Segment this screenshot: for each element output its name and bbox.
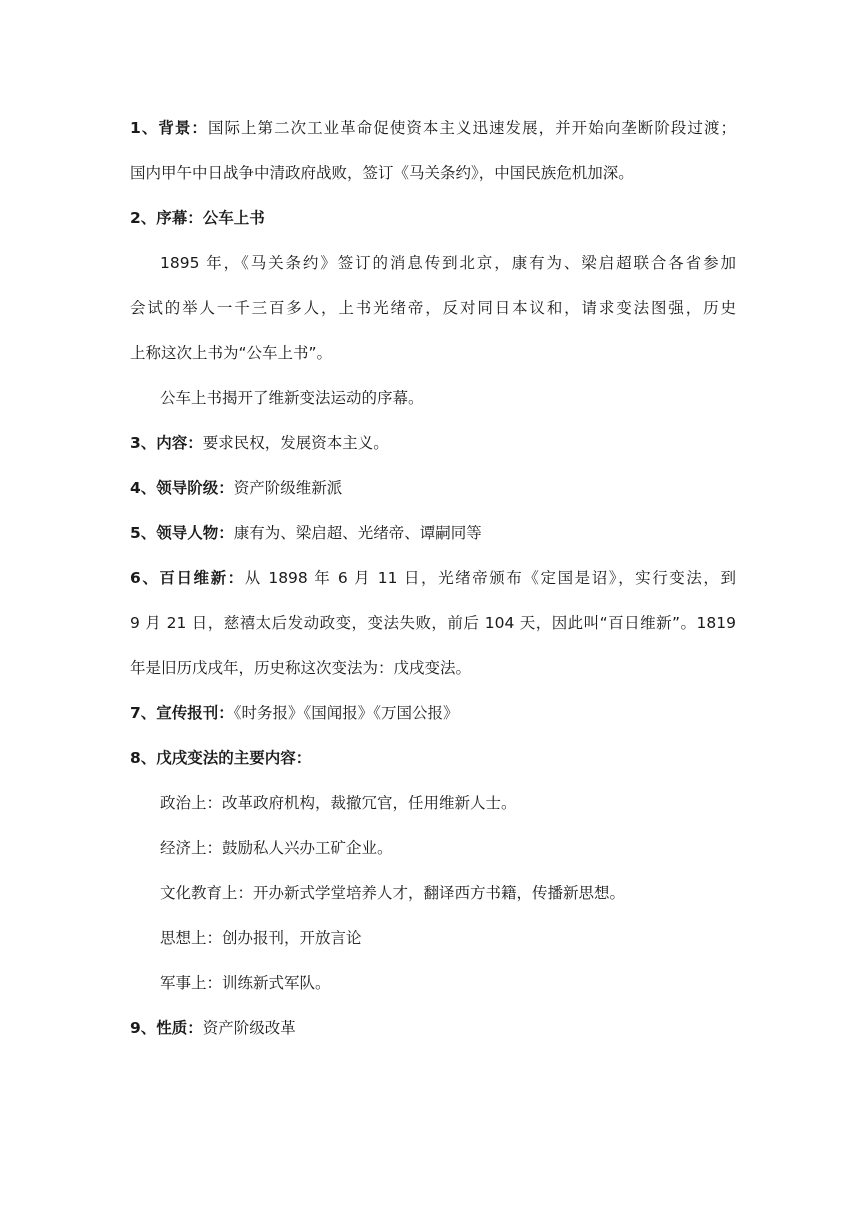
prelude-paragraph-line-3: 上称这次上书为“公车上书”。 (130, 344, 333, 362)
prelude-paragraph-2: 公车上书揭开了维新变法运动的序幕。 (160, 389, 424, 407)
content-heading: 3、内容： (130, 434, 203, 452)
background-heading: 1、背景： (130, 119, 208, 137)
nature-heading: 9、性质： (130, 1019, 203, 1037)
hundred-days-line-3: 年是旧历戊戌年，历史称这次变法为：戊戌变法。 (130, 659, 472, 677)
background-line-1 (130, 110, 736, 155)
leading-class-heading: 4、领导阶级： (130, 479, 234, 497)
publications-line (130, 695, 736, 740)
hundred-days-line-1 (130, 560, 736, 605)
reform-item-education: 文化教育上：开办新式学堂培养人才，翻译西方书籍，传播新思想。 (160, 884, 626, 902)
reform-item-ideology: 思想上：创办报刊，开放言论 (160, 929, 362, 947)
reform-item-economy: 经济上：鼓励私人兴办工矿企业。 (160, 839, 393, 857)
prelude-paragraph-line-1: 1895 年，《马关条约》签订的消息传到北京，康有为、梁启超联合各省参加 (160, 254, 736, 272)
leaders-line (130, 515, 736, 560)
reform-item-politics: 政治上：改革政府机构，裁撤冗官，任用维新人士。 (160, 794, 517, 812)
prelude-heading: 2、序幕：公车上书 (130, 209, 265, 227)
nature-text: 资产阶级改革 (202, 1019, 296, 1037)
hundred-days-heading: 6、百日维新： (130, 569, 245, 587)
content-text: 要求民权，发展资本主义。 (202, 434, 389, 452)
leaders-text: 康有为、梁启超、光绪帝、谭嗣同等 (233, 524, 482, 542)
reform-content-heading: 8、戊戌变法的主要内容： (130, 749, 312, 767)
publications-heading: 7、宣传报刊： (130, 704, 234, 722)
document-body (130, 110, 736, 1055)
reform-item-military: 军事上：训练新式军队。 (160, 974, 331, 992)
leading-class-text: 资产阶级维新派 (233, 479, 343, 497)
background-line-2: 国内甲午中日战争中清政府战败，签订《马关条约》，中国民族危机加深。 (130, 164, 634, 182)
hundred-days-line-2: 9 月 21 日，慈禧太后发动政变，变法失败，前后 104 天，因此叫“百日维新”。1819 (130, 614, 736, 632)
leading-class-line (130, 470, 736, 515)
prelude-paragraph-line-2: 会试的举人一千三百多人，上书光绪帝，反对同日本议和，请求变法图强，历史 (130, 299, 736, 317)
hundred-days-text-1: 从 1898 年 6 月 11 日，光绪帝颁布《定国是诏》，实行变法，到 (244, 569, 736, 587)
leaders-heading: 5、领导人物： (130, 524, 234, 542)
nature-line (130, 1010, 736, 1055)
background-text-1: 国际上第二次工业革命促使资本主义迅速发展，并开始向垄断阶段过渡； (207, 119, 736, 137)
content-line (130, 425, 736, 470)
publications-text: 《时务报》《国闻报》《万国公报》 (233, 704, 459, 722)
